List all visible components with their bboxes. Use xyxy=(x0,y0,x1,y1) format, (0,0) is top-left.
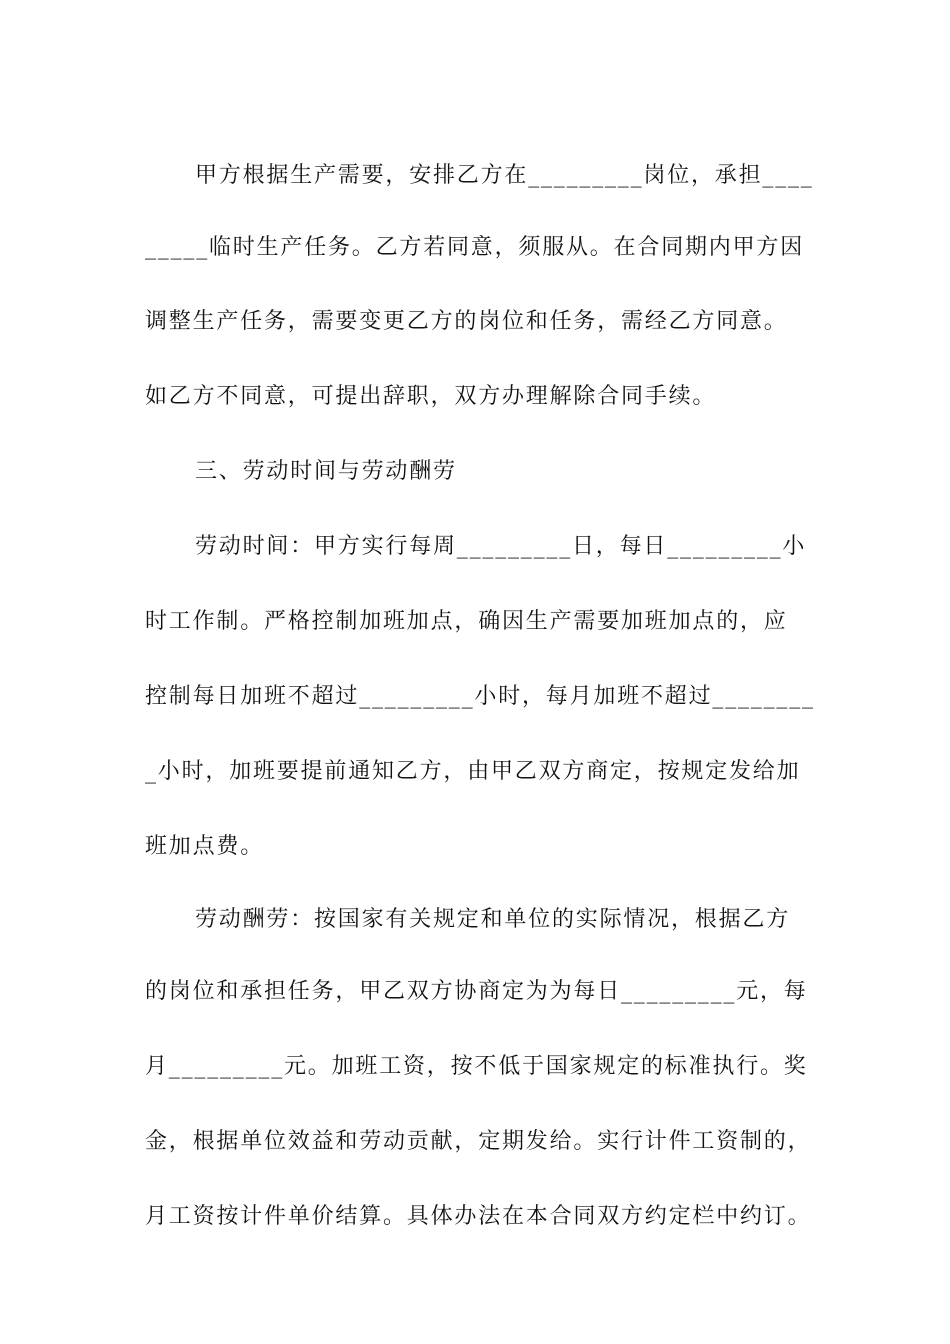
paragraph-line: _小时，加班要提前通知乙方，由甲乙双方商定，按规定发给加 xyxy=(145,759,801,784)
section-heading: 三、劳动时间与劳动酬劳 xyxy=(195,459,457,484)
paragraph-line: _____临时生产任务。乙方若同意，须服从。在合同期内甲方因 xyxy=(145,235,805,260)
paragraph-line: 劳动时间：甲方实行每周_________日，每日_________小 xyxy=(195,534,807,559)
paragraph-line: 如乙方不同意，可提出辞职，双方办理解除合同手续。 xyxy=(145,384,717,409)
paragraph-line: 甲方根据生产需要，安排乙方在_________岗位，承担____ xyxy=(195,163,814,188)
paragraph-line: 金，根据单位效益和劳动贡献，定期发给。实行计件工资制的， xyxy=(145,1129,812,1154)
paragraph-line: 劳动酬劳：按国家有关规定和单位的实际情况，根据乙方 xyxy=(195,907,791,932)
paragraph-line: 调整生产任务，需要变更乙方的岗位和任务，需经乙方同意。 xyxy=(145,309,788,334)
paragraph-line: 时工作制。严格控制加班加点，确因生产需要加班加点的，应 xyxy=(145,609,788,634)
paragraph-line: 月_________元。加班工资，按不低于国家规定的标准执行。奖 xyxy=(145,1054,808,1079)
paragraph-line: 控制每日加班不超过_________小时，每月加班不超过________ xyxy=(145,684,815,709)
paragraph-line: 月工资按计件单价结算。具体办法在本合同双方约定栏中约订。 xyxy=(145,1204,812,1229)
paragraph-line: 的岗位和承担任务，甲乙双方协商定为为每日_________元，每 xyxy=(145,979,808,1004)
paragraph-line: 班加点费。 xyxy=(145,834,265,859)
